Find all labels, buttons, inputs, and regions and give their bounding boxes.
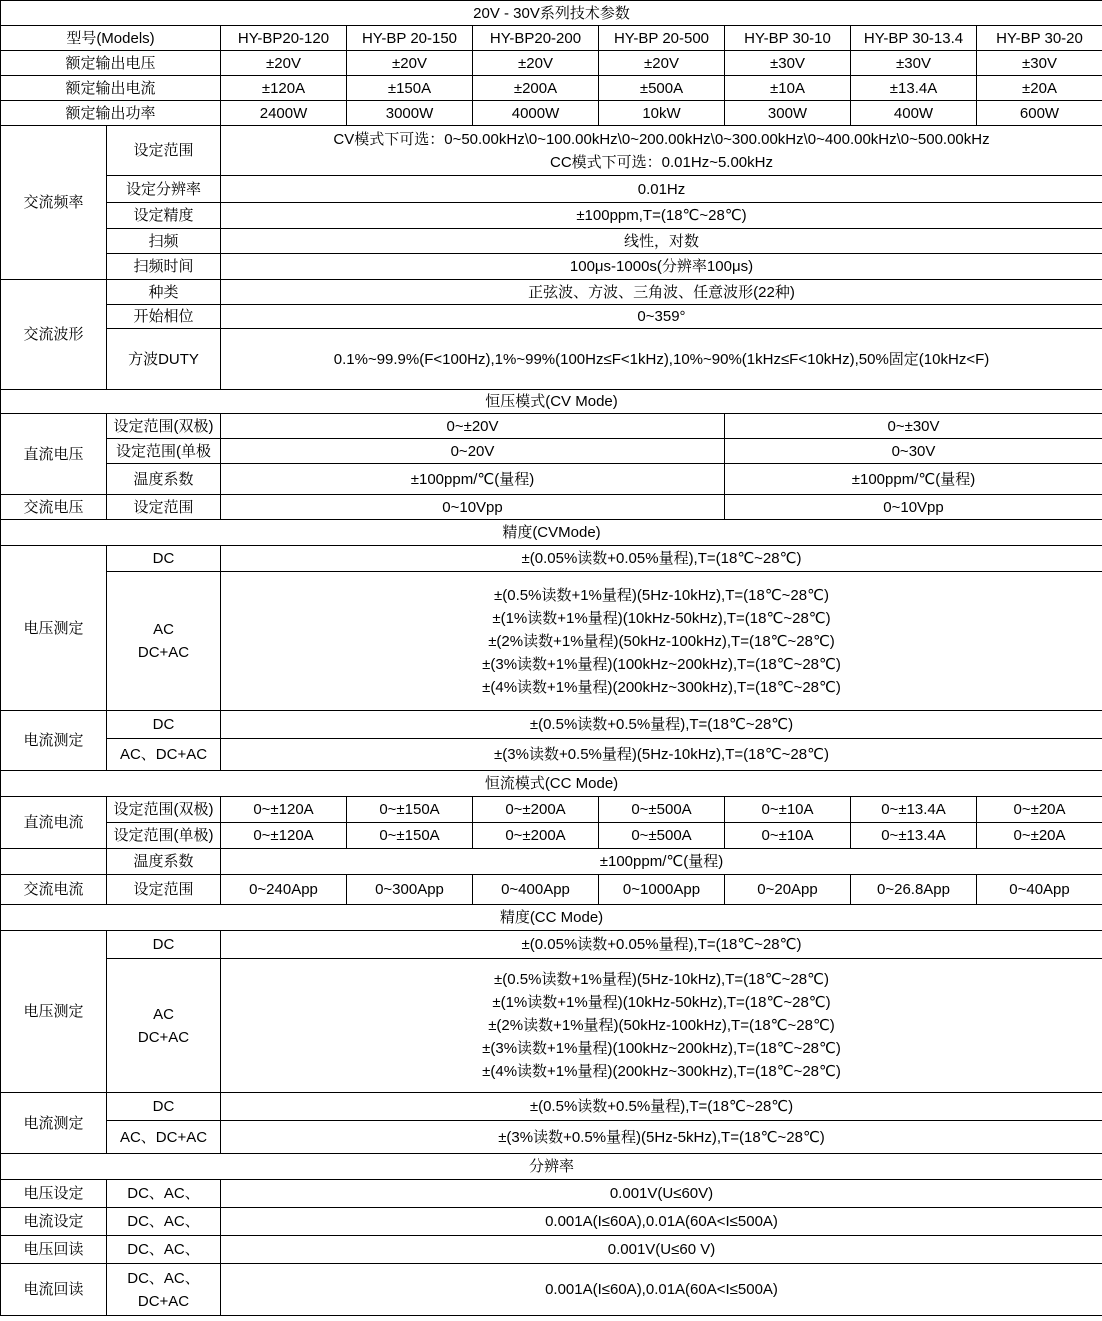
value-cell: ±(0.05%读数+0.05%量程),T=(18℃~28℃) [221,546,1102,572]
sub-label: 方波DUTY [107,329,221,390]
cc-header-row [1,771,1102,797]
value-cell: 0~±13.4A [851,797,977,823]
models-label: 型号(Models) [1,26,221,51]
ac-freq-range-row [1,126,1102,176]
value-cell: 0.001V(U≤60 V) [221,1236,1102,1264]
empty-cell [1,849,107,875]
resolution-header-row [1,1154,1102,1180]
cc-imeas-dc-row [1,1093,1102,1121]
sub-label-line: AC [153,621,174,638]
sub-label: 温度系数 [107,849,221,875]
model-cell: HY-BP 20-500 [599,26,725,51]
value-cell: 0~±13.4A [851,823,977,849]
cv-vmeas-dc-row [1,546,1102,572]
model-cell: HY-BP 30-13.4 [851,26,977,51]
value-cell: 100μs-1000s(分辨率100μs) [221,254,1102,280]
accuracy-line: ±(4%读数+1%量程)(200kHz~300kHz),T=(18℃~28℃) [482,1063,841,1080]
sub-label: DC [107,1093,221,1121]
value-cell: 0.001V(U≤60V) [221,1180,1102,1208]
value-cell: 0~±20V [221,414,725,439]
ac-freq-res-row [1,176,1102,203]
group-label: 电流测定 [1,711,107,771]
ac-wave-phase-row [1,305,1102,329]
sub-label: 开始相位 [107,305,221,329]
cc-imeas-ac-row [1,1121,1102,1154]
value-cell: 0~400App [473,875,599,905]
value-cell: 0~30V [725,439,1102,464]
row-label: 额定输出功率 [1,101,221,126]
ac-freq-sweep-row [1,229,1102,254]
res-vread-row [1,1236,1102,1264]
sub-label: AC、DC+AC [107,1121,221,1154]
accuracy-line: ±(2%读数+1%量程)(50kHz-100kHz),T=(18℃~28℃) [488,632,835,650]
row-label: 额定输出电流 [1,76,221,101]
rated-power-row [1,101,1102,126]
sub-label: 扫频 [107,229,221,254]
title-row [1,1,1102,26]
accuracy-line: ±(0.5%读数+1%量程)(5Hz-10kHz),T=(18℃~28℃) [494,586,829,604]
value-cell: 0~26.8App [851,875,977,905]
value-cell: ±30V [725,51,851,76]
value-cell: 4000W [473,101,599,126]
value-cell: 0~1000App [599,875,725,905]
group-label: 电压测定 [1,931,107,1093]
accuracy-line: ±(4%读数+1%量程)(200kHz~300kHz),T=(18℃~28℃) [482,678,841,696]
value-cell: ±(0.05%读数+0.05%量程),T=(18℃~28℃) [221,931,1102,959]
value-cell: ±13.4A [851,76,977,101]
group-label: 交流波形 [1,280,107,390]
accuracy-line: ±(0.5%读数+1%量程)(5Hz-10kHz),T=(18℃~28℃) [494,971,829,988]
value-cell: ±150A [347,76,473,101]
value-cell: 0~300App [347,875,473,905]
group-label: 电流设定 [1,1208,107,1236]
freq-range-line: CV模式下可选：0~50.00kHz\0~100.00kHz\0~200.00kHz\0~300.00kHz\0~400.00kHz\0~500.00kHz [333,130,990,148]
value-cell: 0~±150A [347,797,473,823]
group-label: 交流频率 [1,126,107,280]
value-cell: 线性，对数 [221,229,1102,254]
models-row [1,26,1102,51]
sub-label: 设定范围 [107,495,221,520]
value-cell: 0~±120A [221,797,347,823]
ac-wave-type-row [1,280,1102,305]
cv-header-row [1,390,1102,414]
rated-voltage-row [1,51,1102,76]
sub-label: DC [107,546,221,572]
value-cell: 0~±20A [977,823,1102,849]
value-cell: 0~10Vpp [725,495,1102,520]
model-cell: HY-BP 30-20 [977,26,1102,51]
sub-label [107,1264,221,1316]
section-header: 分辨率 [1,1154,1102,1180]
sub-label: 设定范围(单极) [107,823,221,849]
value-cell: 0~240App [221,875,347,905]
freq-range-cell [221,126,1102,176]
cv-acc-header-row [1,520,1102,546]
sub-label: 温度系数 [107,464,221,495]
value-cell: 0.01Hz [221,176,1102,203]
sub-label [107,959,221,1093]
value-cell: 400W [851,101,977,126]
value-cell: ±(0.5%读数+0.5%量程),T=(18℃~28℃) [221,711,1102,739]
value-cell: ±20A [977,76,1102,101]
accuracy-line: ±(1%读数+1%量程)(10kHz-50kHz),T=(18℃~28℃) [492,994,831,1011]
row-label: 额定输出电压 [1,51,221,76]
cv-dc-unipolar-row [1,439,1102,464]
value-cell: 0~±200A [473,797,599,823]
value-cell: ±200A [473,76,599,101]
sub-label: AC、DC+AC [107,739,221,771]
model-cell: HY-BP20-200 [473,26,599,51]
accuracy-line: ±(3%读数+1%量程)(100kHz~200kHz),T=(18℃~28℃) [482,655,841,673]
value-cell: 0~±200A [473,823,599,849]
rated-current-row [1,76,1102,101]
sub-label: DC、AC、 [107,1208,221,1236]
value-cell: ±(0.5%读数+0.5%量程),T=(18℃~28℃) [221,1093,1102,1121]
accuracy-line: ±(1%读数+1%量程)(10kHz-50kHz),T=(18℃~28℃) [492,609,831,627]
sub-label [107,572,221,711]
table-title: 20V - 30V系列技术参数 [1,1,1102,26]
sub-label: 设定精度 [107,203,221,229]
sub-label: 种类 [107,280,221,305]
value-cell: 0~20App [725,875,851,905]
cc-dc-temp-row [1,849,1102,875]
value-cell: 0~±120A [221,823,347,849]
model-cell: HY-BP20-120 [221,26,347,51]
cv-dc-temp-row [1,464,1102,495]
value-cell: 正弦波、方波、三角波、任意波形(22种) [221,280,1102,305]
value-cell [221,572,1102,711]
value-cell: ±(3%读数+0.5%量程)(5Hz-5kHz),T=(18℃~28℃) [221,1121,1102,1154]
value-cell: ±120A [221,76,347,101]
value-cell: 0~±150A [347,823,473,849]
value-cell: 3000W [347,101,473,126]
cc-ac-current-row [1,875,1102,905]
value-cell: 0~20V [221,439,725,464]
value-cell: 0~10Vpp [221,495,725,520]
value-cell: 0~±10A [725,823,851,849]
sub-label: 设定范围(双极) [107,414,221,439]
group-label: 电压设定 [1,1180,107,1208]
cc-vmeas-dc-row [1,931,1102,959]
group-label: 交流电流 [1,875,107,905]
sub-label-line: AC [153,1005,174,1023]
cc-vmeas-ac-row [1,959,1102,1093]
sub-label: DC [107,931,221,959]
res-iset-row [1,1208,1102,1236]
value-cell: ±100ppm/℃(量程) [221,464,725,495]
sub-label: 设定范围(单极 [107,439,221,464]
accuracy-line: ±(2%读数+1%量程)(50kHz-100kHz),T=(18℃~28℃) [488,1017,835,1034]
value-cell: 0~±10A [725,797,851,823]
model-cell: HY-BP 30-10 [725,26,851,51]
value-cell [221,959,1102,1093]
accuracy-line: ±(3%读数+1%量程)(100kHz~200kHz),T=(18℃~28℃) [482,1040,841,1057]
value-cell: 2400W [221,101,347,126]
sub-label-line: DC、AC、 [127,1269,200,1287]
value-cell: 0~±500A [599,797,725,823]
group-label: 电压测定 [1,546,107,711]
sub-label: 扫频时间 [107,254,221,280]
sub-label: 设定范围(双极) [107,797,221,823]
value-cell: 600W [977,101,1102,126]
group-label: 电流回读 [1,1264,107,1316]
res-iread-row [1,1264,1102,1316]
value-cell: 0.001A(I≤60A),0.01A(60A<I≤500A) [221,1264,1102,1316]
section-header: 恒压模式(CV Mode) [1,390,1102,414]
value-cell: ±100ppm/℃(量程) [221,849,1102,875]
section-header: 精度(CVMode) [1,520,1102,546]
value-cell: ±100ppm/℃(量程) [725,464,1102,495]
res-vset-row [1,1180,1102,1208]
value-cell: 0~359° [221,305,1102,329]
value-cell: ±20V [347,51,473,76]
group-label: 电流测定 [1,1093,107,1154]
ac-wave-duty-row [1,329,1102,390]
cv-imeas-dc-row [1,711,1102,739]
model-cell: HY-BP 20-150 [347,26,473,51]
sub-label: 设定分辨率 [107,176,221,203]
sub-label: DC [107,711,221,739]
value-cell: ±500A [599,76,725,101]
group-label: 直流电压 [1,414,107,495]
value-cell: ±30V [977,51,1102,76]
cv-ac-voltage-row [1,495,1102,520]
value-cell: 0~±30V [725,414,1102,439]
cc-acc-header-row [1,905,1102,931]
cv-imeas-ac-row [1,739,1102,771]
value-cell: ±100ppm,T=(18℃~28℃) [221,203,1102,229]
cc-dc-unipolar-row [1,823,1102,849]
sub-label-line: DC+AC [137,1028,190,1046]
section-header: 恒流模式(CC Mode) [1,771,1102,797]
sub-label: 设定范围 [107,875,221,905]
sub-label: 设定范围 [107,126,221,176]
value-cell: 10kW [599,101,725,126]
value-cell: ±20V [599,51,725,76]
sub-label-line: DC+AC [137,1292,190,1310]
sub-label: DC、AC、 [107,1180,221,1208]
sub-label: DC、AC、 [107,1236,221,1264]
group-label: 电压回读 [1,1236,107,1264]
value-cell: 0~±20A [977,797,1102,823]
value-cell: ±20V [221,51,347,76]
group-label: 交流电压 [1,495,107,520]
group-label: 直流电流 [1,797,107,849]
value-cell: 0~40App [977,875,1102,905]
value-cell: ±20V [473,51,599,76]
ac-freq-sweep-time-row [1,254,1102,280]
value-cell: ±(3%读数+0.5%量程)(5Hz-10kHz),T=(18℃~28℃) [221,739,1102,771]
sub-label-line: DC+AC [137,644,190,661]
cv-dc-bipolar-row [1,414,1102,439]
value-cell: 0.001A(I≤60A),0.01A(60A<I≤500A) [221,1208,1102,1236]
cc-dc-bipolar-row [1,797,1102,823]
cv-vmeas-ac-row [1,572,1102,711]
value-cell: ±10A [725,76,851,101]
section-header: 精度(CC Mode) [1,905,1102,931]
value-cell: 0~±500A [599,823,725,849]
value-cell: 0.1%~99.9%(F<100Hz),1%~99%(100Hz≤F<1kHz),10%~90%(1kHz≤F<10kHz),50%固定(10kHz<F) [221,329,1102,390]
ac-freq-acc-row [1,203,1102,229]
freq-range-line: CC模式下可选：0.01Hz~5.00kHz [550,153,773,171]
value-cell: 300W [725,101,851,126]
value-cell: ±30V [851,51,977,76]
